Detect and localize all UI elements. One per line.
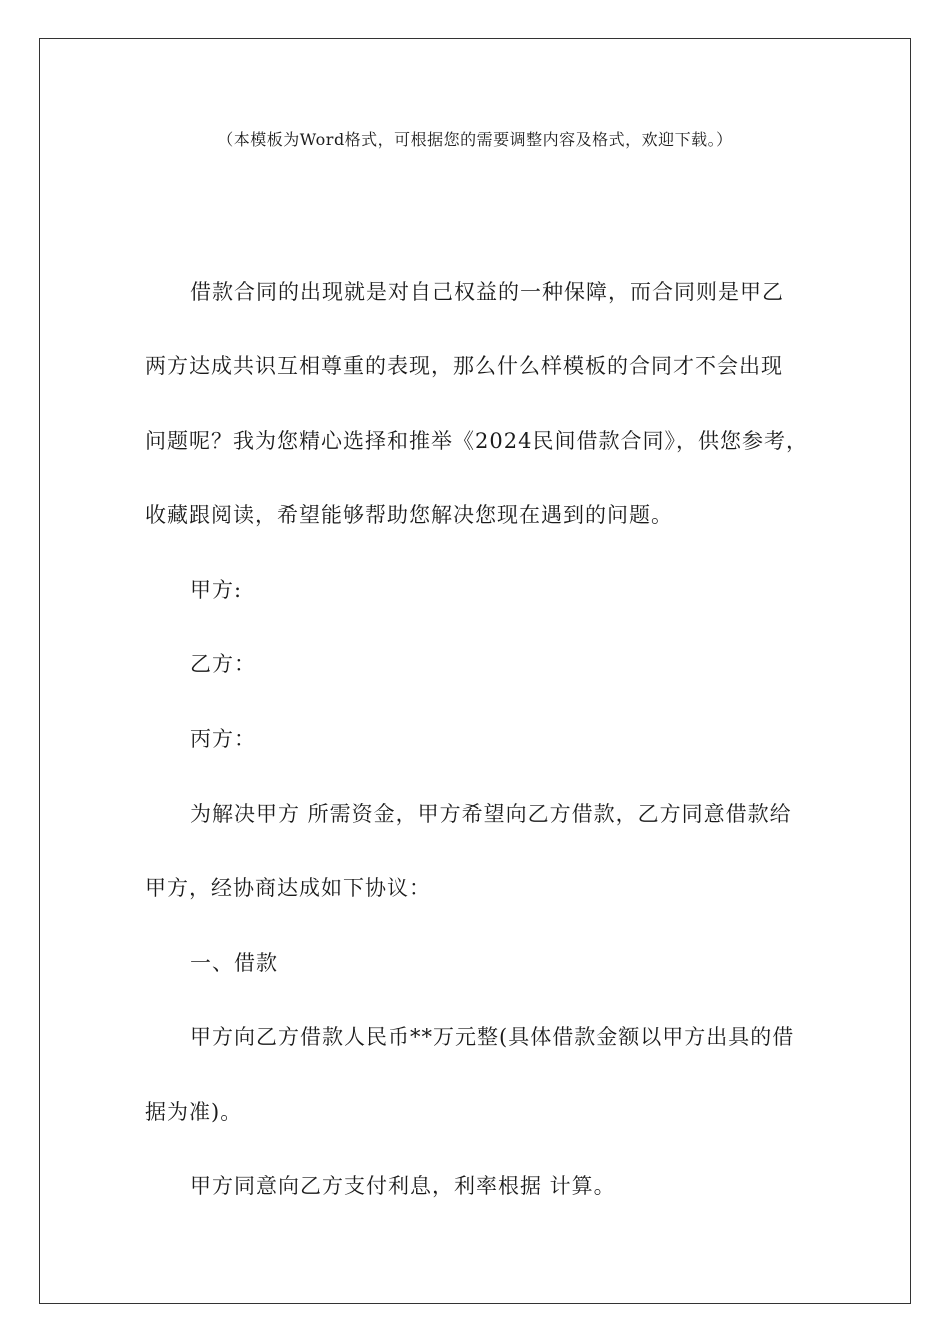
party-c-label: 丙方： [190, 727, 256, 751]
intro-line-1: 借款合同的出现就是对自己权益的一种保障，而合同则是甲乙 [190, 280, 784, 304]
intro-line-2: 两方达成共识互相尊重的表现，那么什么样模板的合同才不会出现 [145, 354, 783, 378]
section-heading-loan: 一、借款 [190, 951, 278, 975]
interest-line: 甲方同意向乙方支付利息，利率根据 计算。 [190, 1174, 616, 1198]
intro-line-4: 收藏跟阅读，希望能够帮助您解决您现在遇到的问题。 [145, 503, 673, 527]
purpose-line-2: 甲方，经协商达成如下协议： [145, 876, 431, 900]
intro-line-3: 问题呢？我为您精心选择和推举《2024民间借款合同》，供您参考， [145, 429, 808, 453]
loan-amount-line-1: 甲方向乙方借款人民币**万元整(具体借款金额以甲方出具的借 [190, 1025, 795, 1049]
template-note: （本模板为Word格式，可根据您的需要调整内容及格式，欢迎下载。） [217, 130, 733, 149]
purpose-line-1: 为解决甲方 所需资金，甲方希望向乙方借款，乙方同意借款给 [190, 802, 792, 826]
loan-amount-line-2: 据为准)。 [145, 1100, 243, 1124]
party-a-label: 甲方: [190, 578, 243, 602]
party-b-label: 乙方： [190, 652, 256, 676]
